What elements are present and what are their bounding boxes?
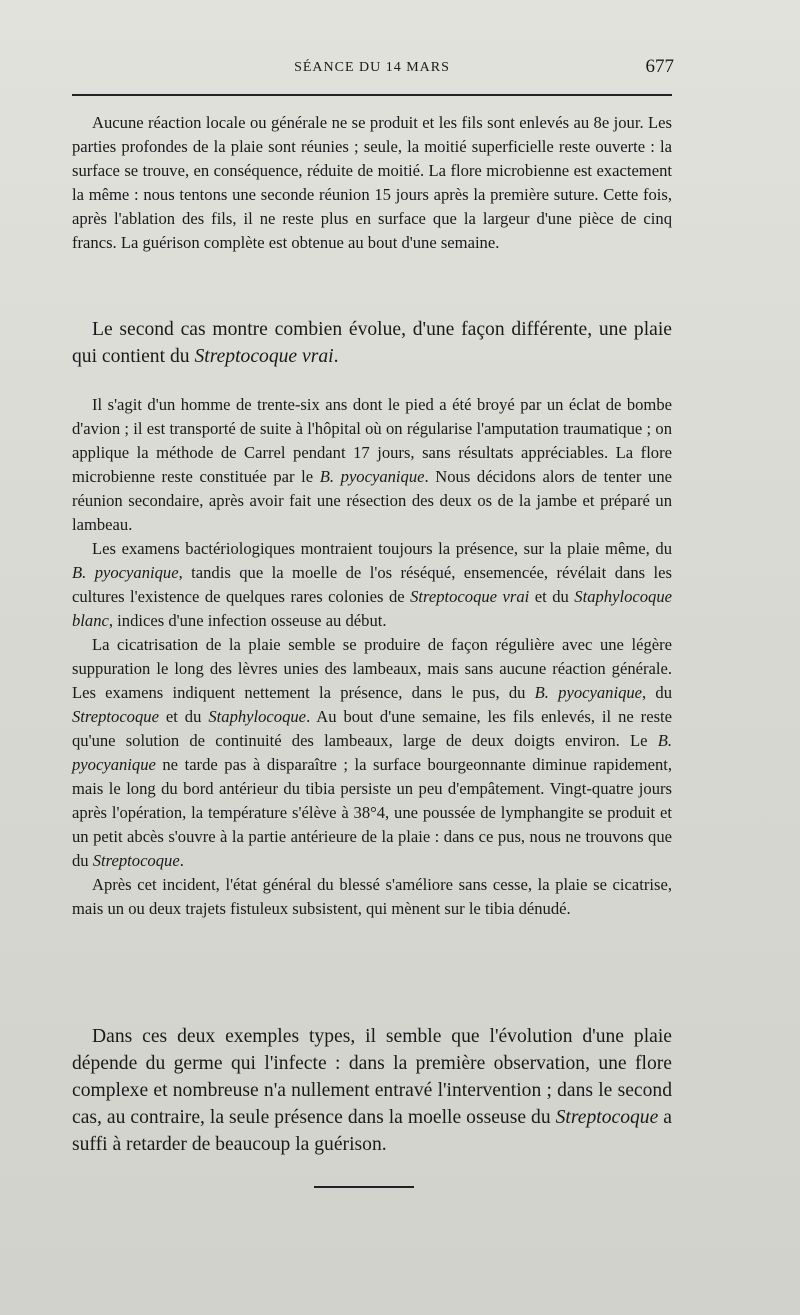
paragraph-7 <box>72 1023 672 1158</box>
p5-text-4: . Au bout d'une semaine, les fils enlevés, il ne reste qu'une solution de continuité des lambeaux, large de deux doigts environ. Le <box>72 707 673 750</box>
paragraph-5 <box>72 633 672 873</box>
p4-text-3: et du <box>529 587 575 606</box>
page-header <box>70 56 674 80</box>
p5-italic-2: Streptocoque <box>72 707 159 726</box>
paragraph-2-end: . <box>333 346 339 367</box>
p5-italic-1: B. pyocyanique <box>534 683 643 702</box>
paragraph-6: Après cet incident, l'état général du blessé s'améliore sans cesse, la plaie se cicatrise, mais un ou deux trajets fistuleux subsistent, qui mènent sur le tibia dénudé. <box>72 875 672 918</box>
paragraph-2 <box>72 316 672 370</box>
p5-text-2: , du <box>642 683 672 702</box>
end-rule <box>314 1186 414 1188</box>
p5-italic-4: B. pyocyanique <box>72 731 672 774</box>
paragraph-2-block <box>72 316 672 370</box>
p4-text-4: , indices d'une infection osseuse au début. <box>108 611 387 630</box>
p5-text-6: . <box>179 851 184 870</box>
p3-text-1: Il s'agit d'un homme de trente-six ans dont le pied a été broyé par un éclat de bombe d'avion ; il est transporté de suite à l'hôpital où on régularise l'amputation traumatique ; on applique la méthode de Carrel pendant 17 jours, sans résultats appréciables. La flore microbienne reste constituée par le <box>72 395 672 486</box>
p4-italic-1: B. pyocyanique <box>72 563 179 582</box>
p7-text-2: a suffi à retarder de beaucoup la guérison. <box>72 1107 672 1155</box>
p5-text-3: et du <box>158 707 209 726</box>
p5-italic-5: Streptocoque <box>92 851 180 870</box>
page-number: 677 <box>645 56 674 77</box>
p5-italic-3: Staphylocoque <box>208 707 307 726</box>
header-rule <box>72 94 672 96</box>
running-head: SÉANCE DU 14 MARS <box>294 60 450 75</box>
case-report-block <box>72 393 672 921</box>
paragraph-2-italic: Streptocoque vrai <box>194 346 334 367</box>
p5-text-5: ne tarde pas à disparaître ; la surface bourgeonnante diminue rapidement, mais le long du bord antérieur du tibia persiste un peu d'empâtement. Vingt-quatre jours après l'opération, la température s'élève à 38°4, une poussée de lymphangite se produit et un petit abcès s'ouvre à la partie antérieure de la plaie : dans ce pus, nous ne trouvons que du <box>72 755 672 870</box>
p3-italic-1: B. pyocyanique <box>319 467 425 486</box>
paragraph-3 <box>72 393 672 537</box>
paragraph-2-text: Le second cas montre combien évolue, d'une façon différente, une plaie qui contient du <box>72 319 672 367</box>
p4-text-1: Les examens bactériologiques montraient toujours la présence, sur la plaie même, du <box>92 539 672 558</box>
p5-text-1: La cicatrisation de la plaie semble se produire de façon régulière avec une légère suppuration le long des lèvres unies des lambeaux, mais sans aucune réaction générale. Les examens indiquent nettement la présence, dans le pus, du <box>72 635 672 702</box>
p4-italic-3: Staphylocoque blanc <box>72 587 672 630</box>
p7-text-1: Dans ces deux exemples types, il semble que l'évolution d'une plaie dépende du germe qui l'infecte : dans la première observation, une flore complexe et nombreuse n'a nullement entravé l'intervention ; dans le second cas, au contraire, la seule présence dans la moelle osseuse du <box>72 1026 672 1128</box>
p7-italic-1: Streptocoque <box>555 1107 659 1128</box>
p4-italic-2: Streptocoque vrai <box>410 587 530 606</box>
paragraph-4 <box>72 537 672 633</box>
paragraph-7-block <box>72 1023 672 1158</box>
p4-text-2: , tandis que la moelle de l'os réséqué, ensemencée, révélait dans les cultures l'existence de quelques rares colonies de <box>72 563 672 606</box>
p3-text-2: . Nous décidons alors de tenter une réunion secondaire, après avoir fait une résection des deux os de la jambe et préparé un lambeau. <box>72 467 672 534</box>
paragraph-1: Aucune réaction locale ou générale ne se produit et les fils sont enlevés au 8e jour. Les parties profondes de la plaie sont réunies ; seule, la moitié superficielle reste ouverte : la surface se trouve, en conséquence, réduite de moitié. La flore microbienne est exactement la même : nous tentons une seconde réunion 15 jours après la première suture. Cette fois, après l'ablation des fils, il ne reste plus en surface que la largeur d'une pièce de cinq francs. La guérison complète est obtenue au bout d'une semaine. <box>72 113 672 252</box>
paragraph-1-block <box>72 111 672 255</box>
